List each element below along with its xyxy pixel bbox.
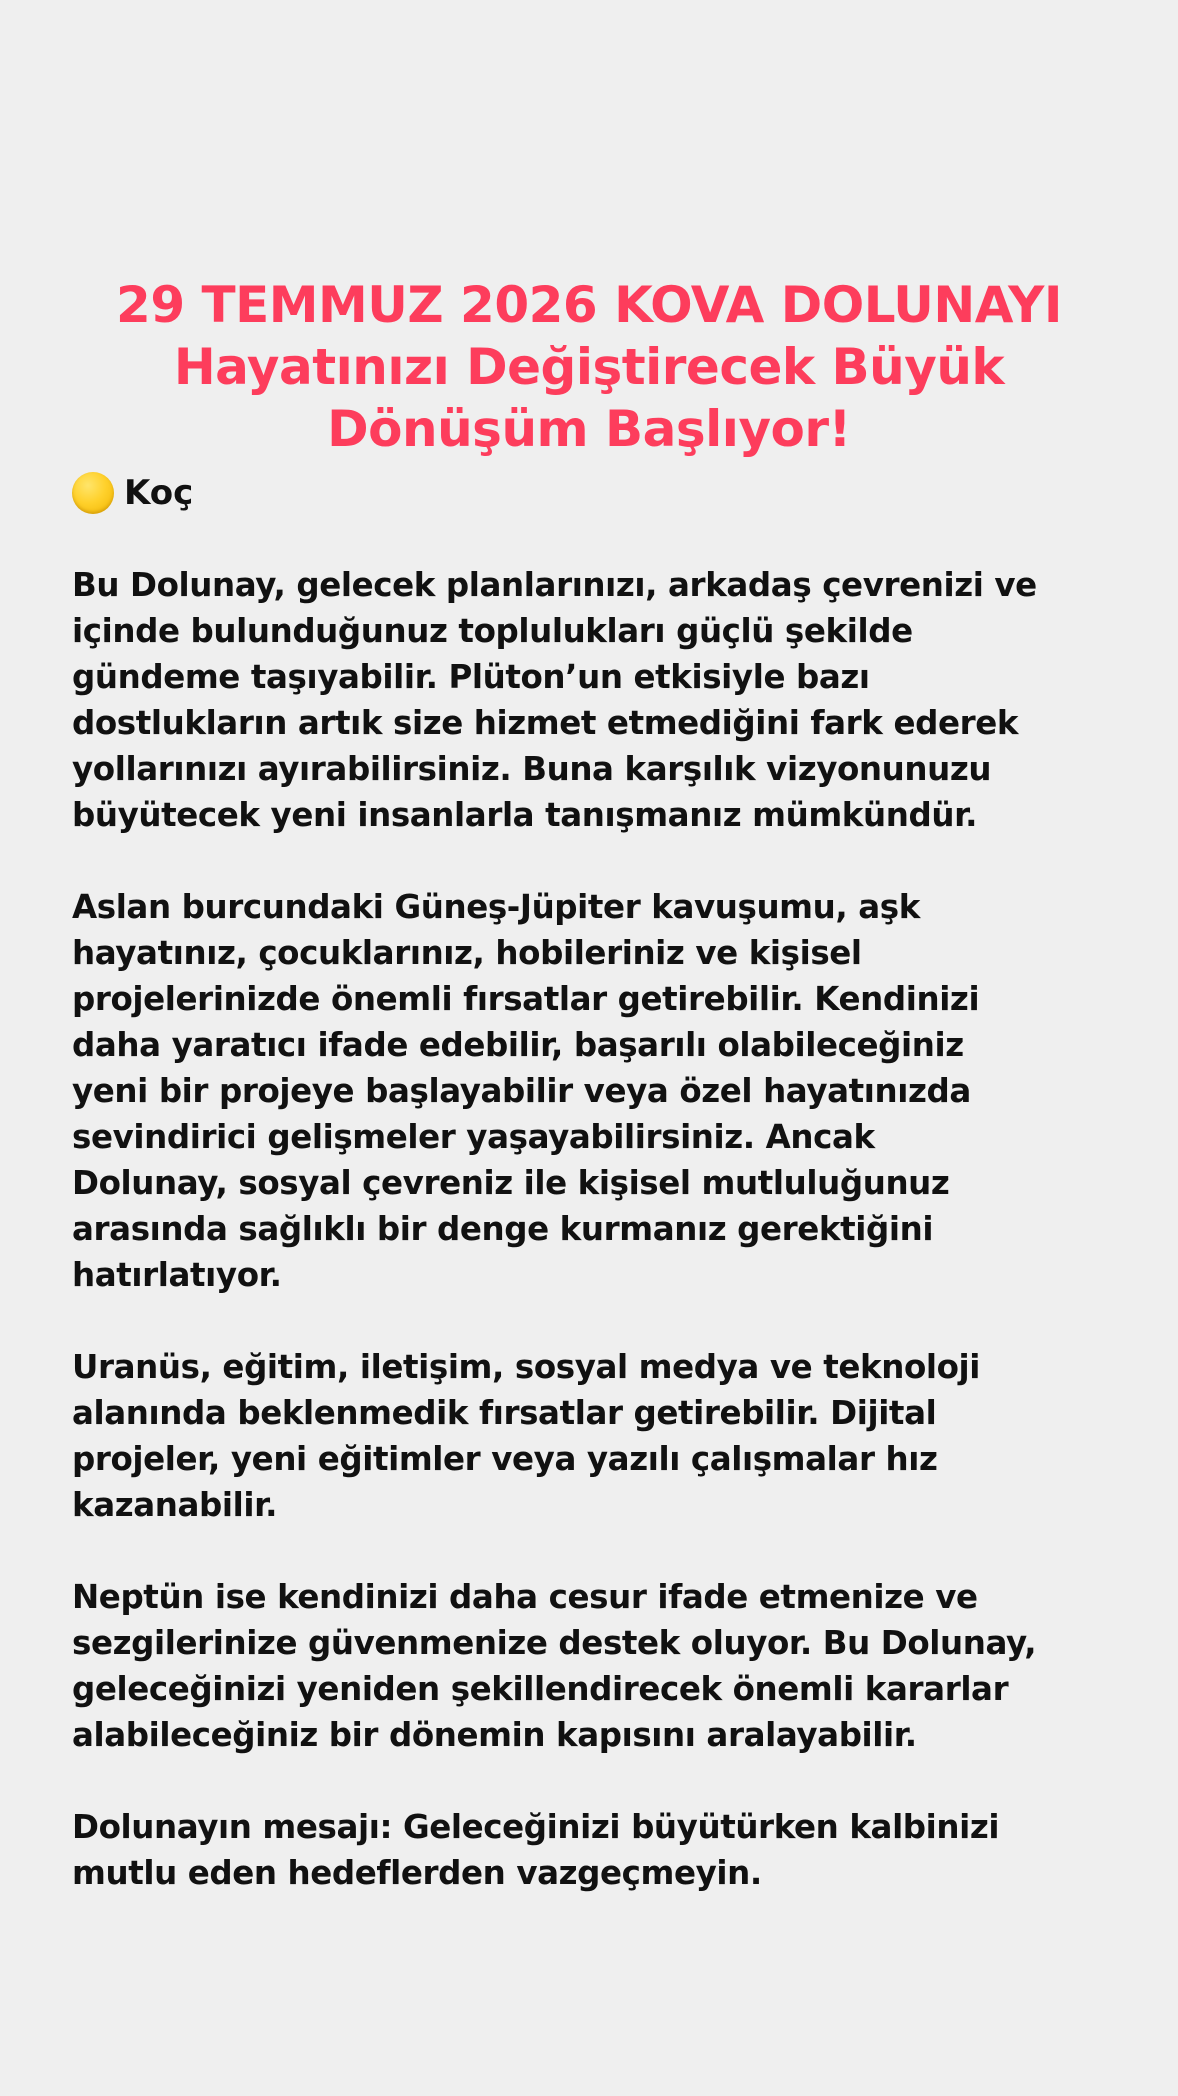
text-line: projeler, yeni eğitimler veya yazılı çalışmalar hız xyxy=(72,1440,938,1478)
text-line: yollarınızı ayırabilirsiniz. Buna karşılık vizyonunuzu xyxy=(72,750,992,788)
text-line: hayatınız, çocuklarınız, hobileriniz ve kişisel xyxy=(72,934,862,972)
text-line: arasında sağlıklı bir denge kurmanız gerektiğini xyxy=(72,1210,934,1248)
text-line: Dolunayın mesajı: Geleceğinizi büyütürken kalbinizi xyxy=(72,1808,1000,1846)
text-line: sezgilerinize güvenmenize destek oluyor. Bu Dolunay, xyxy=(72,1624,1037,1662)
headline-line-3: Dönüşüm Başlıyor! xyxy=(327,400,851,458)
text-line: sevindirici gelişmeler yaşayabilirsiniz. Ancak xyxy=(72,1118,875,1156)
paragraph-3 xyxy=(72,1344,1132,1528)
text-line: dostlukların artık size hizmet etmediğini fark ederek xyxy=(72,704,1019,742)
zodiac-sign-heading xyxy=(72,470,193,516)
paragraph-2 xyxy=(72,884,1132,1298)
text-line: Dolunay, sosyal çevreniz ile kişisel mutluluğunuz xyxy=(72,1164,950,1202)
text-line: içinde bulunduğunuz toplulukları güçlü şekilde xyxy=(72,612,913,650)
headline-line-1: 29 TEMMUZ 2026 KOVA DOLUNAYI xyxy=(116,276,1062,334)
text-line: hatırlatıyor. xyxy=(72,1256,282,1294)
text-line: alanında beklenmedik fırsatlar getirebilir. Dijital xyxy=(72,1394,937,1432)
yellow-circle-icon xyxy=(72,472,114,514)
text-line: Neptün ise kendinizi daha cesur ifade etmenize ve xyxy=(72,1578,978,1616)
text-line: gündeme taşıyabilir. Plüton’un etkisiyle bazı xyxy=(72,658,870,696)
text-line: projelerinizde önemli fırsatlar getirebilir. Kendinizi xyxy=(72,980,980,1018)
zodiac-sign-label: Koç xyxy=(124,473,194,513)
text-line: kazanabilir. xyxy=(72,1486,278,1524)
headline-line-2: Hayatınızı Değiştirecek Büyük xyxy=(173,338,1005,396)
text-line: Bu Dolunay, gelecek planlarınızı, arkadaş çevrenizi ve xyxy=(72,566,1037,604)
paragraph-4 xyxy=(72,1574,1132,1758)
text-line: Aslan burcundaki Güneş-Jüpiter kavuşumu, aşk xyxy=(72,888,920,926)
text-line: mutlu eden hedeflerden vazgeçmeyin. xyxy=(72,1854,762,1892)
paragraph-1 xyxy=(72,562,1132,838)
text-line: büyütecek yeni insanlarla tanışmanız mümkündür. xyxy=(72,796,978,834)
horoscope-body xyxy=(72,562,1132,1942)
headline xyxy=(0,274,1178,460)
text-line: yeni bir projeye başlayabilir veya özel hayatınızda xyxy=(72,1072,971,1110)
text-line: daha yaratıcı ifade edebilir, başarılı olabileceğiniz xyxy=(72,1026,964,1064)
text-line: geleceğinizi yeniden şekillendirecek önemli kararlar xyxy=(72,1670,1009,1708)
text-line: Uranüs, eğitim, iletişim, sosyal medya ve teknoloji xyxy=(72,1348,981,1386)
paragraph-5 xyxy=(72,1804,1132,1896)
text-line: alabileceğiniz bir dönemin kapısını aralayabilir. xyxy=(72,1716,917,1754)
